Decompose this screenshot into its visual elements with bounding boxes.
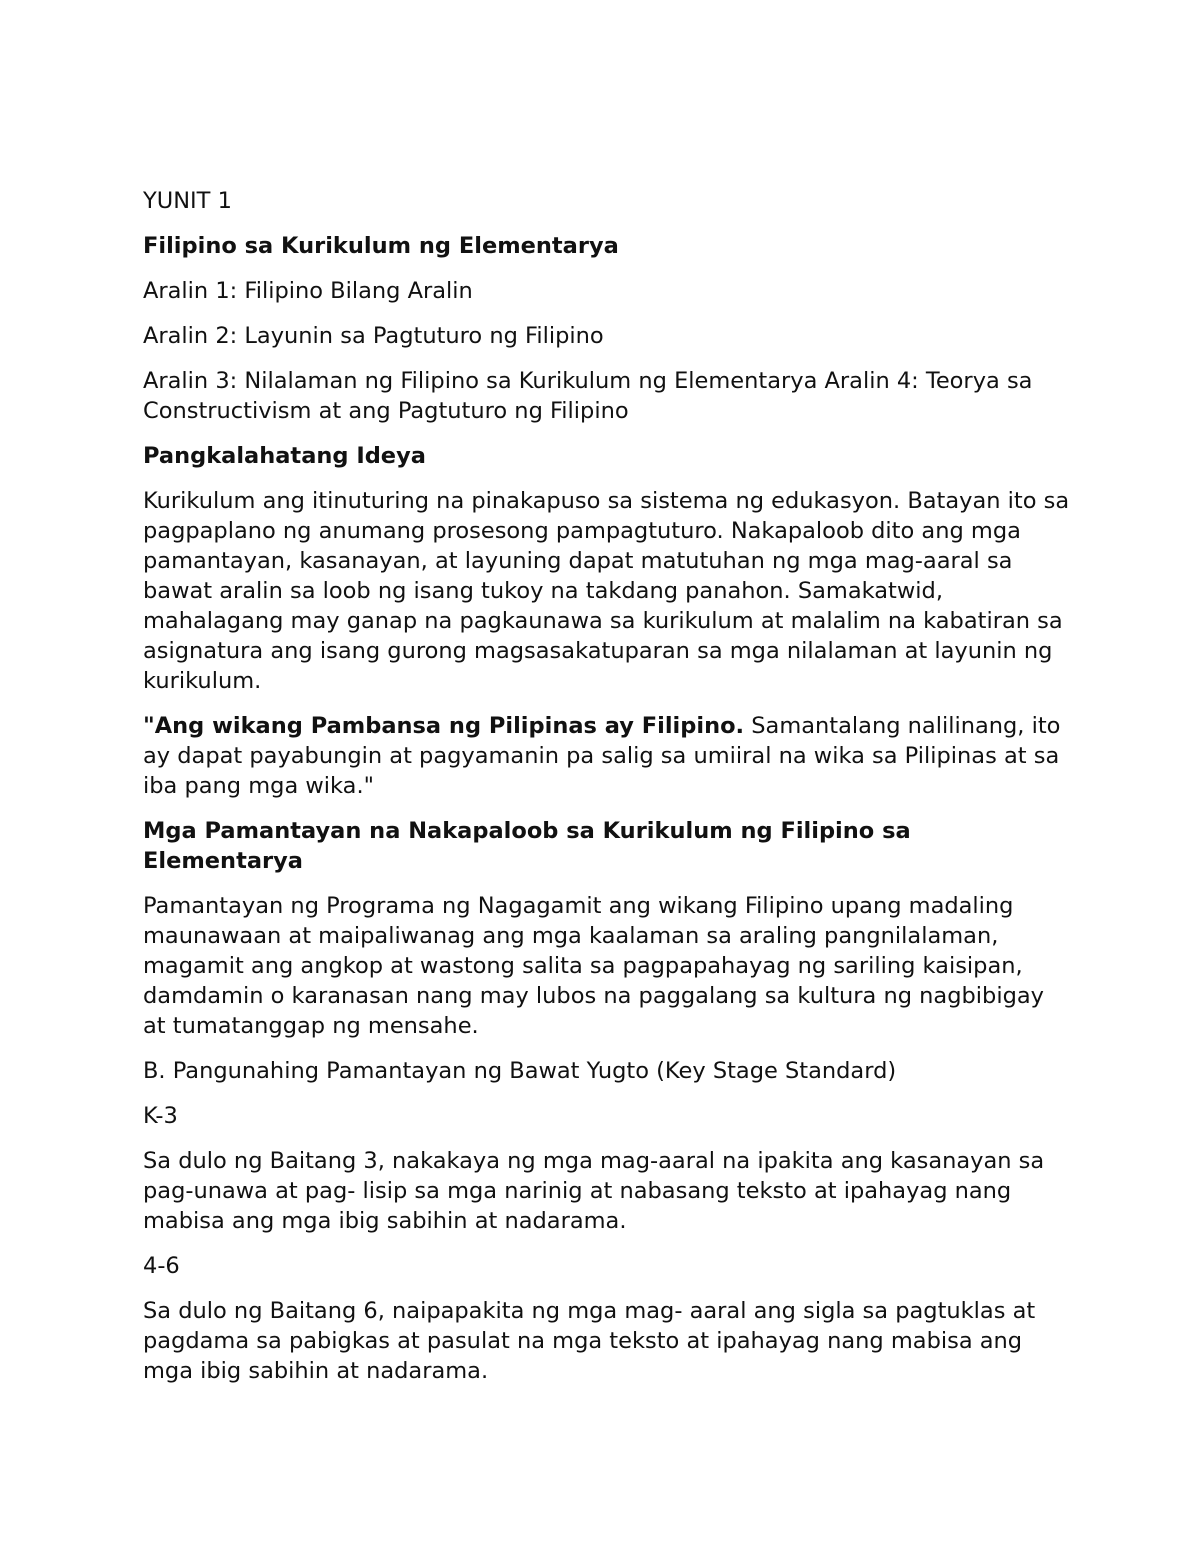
key-stage-heading: B. Pangunahing Pamantayan ng Bawat Yugto (Key Stage Standard)	[143, 1058, 897, 1084]
unit-label: YUNIT 1	[143, 188, 232, 214]
program-standard-paragraph: Pamantayan ng Programa ng Nagagamit ang wikang Filipino upang madaling maunawaan at maipaliwanag ang mga kaalaman sa araling pangnilalaman, magamit ang angkop at wastong salita sa pagpapahayag ng sariling kaisipan, damdamin o karanasan nang may lubos na paggalang sa kultura ng nagbibigay at tumatanggap ng mensahe.	[143, 893, 1044, 1039]
stage-46-paragraph: Sa dulo ng Baitang 6, naipapakita ng mga mag- aaral ang sigla sa pagtuklas at pagdama sa pabigkas at pasulat na mga teksto at ipahayag nang mabisa ang mga ibig sabihin at nadarama.	[143, 1298, 1036, 1384]
general-idea-paragraph: Kurikulum ang itinuturing na pinakapuso sa sistema ng edukasyon. Batayan ito sa pagpaplano ng anumang prosesong pampagtuturo. Nakapaloob dito ang mga pamantayan, kasanayan, at layuning dapat matutuhan ng mga mag-aaral sa bawat aralin sa loob ng isang tukoy na takdang panahon. Samakatwid, mahalagang may ganap na pagkaunawa sa kurikulum at malalim na kabatiran sa asignatura ang isang gurong magsasakatuparan sa mga nilalaman at layunin ng kurikulum.	[143, 488, 1070, 694]
quote-rest: Samantalang nalilinang, ito ay dapat payabungin at pagyamanin pa salig sa umiiral na wika sa Pilipinas at sa iba pang mga wika."	[143, 713, 1061, 799]
standards-heading: Mga Pamantayan na Nakapaloob sa Kurikulum ng Filipino sa Elementarya	[143, 818, 911, 874]
stage-46-label: 4-6	[143, 1253, 180, 1279]
lesson-2: Aralin 2: Layunin sa Pagtuturo ng Filipino	[143, 323, 604, 349]
quote-paragraph	[143, 711, 1073, 801]
document-page	[143, 186, 1073, 1401]
lesson-3-4: Aralin 3: Nilalaman ng Filipino sa Kurikulum ng Elementarya Aralin 4: Teorya sa Constructivism at ang Pagtuturo ng Filipino	[143, 368, 1033, 424]
general-idea-heading: Pangkalahatang Ideya	[143, 443, 426, 469]
lesson-1: Aralin 1: Filipino Bilang Aralin	[143, 278, 473, 304]
stage-k3-label: K-3	[143, 1103, 178, 1129]
quote-bold: "Ang wikang Pambansa ng Pilipinas ay Filipino.	[143, 713, 745, 739]
document-title: Filipino sa Kurikulum ng Elementarya	[143, 233, 619, 259]
stage-k3-paragraph: Sa dulo ng Baitang 3, nakakaya ng mga mag-aaral na ipakita ang kasanayan sa pag-unawa at pag- lisip sa mga narinig at nabasang teksto at ipahayag nang mabisa ang mga ibig sabihin at nadarama.	[143, 1148, 1045, 1234]
